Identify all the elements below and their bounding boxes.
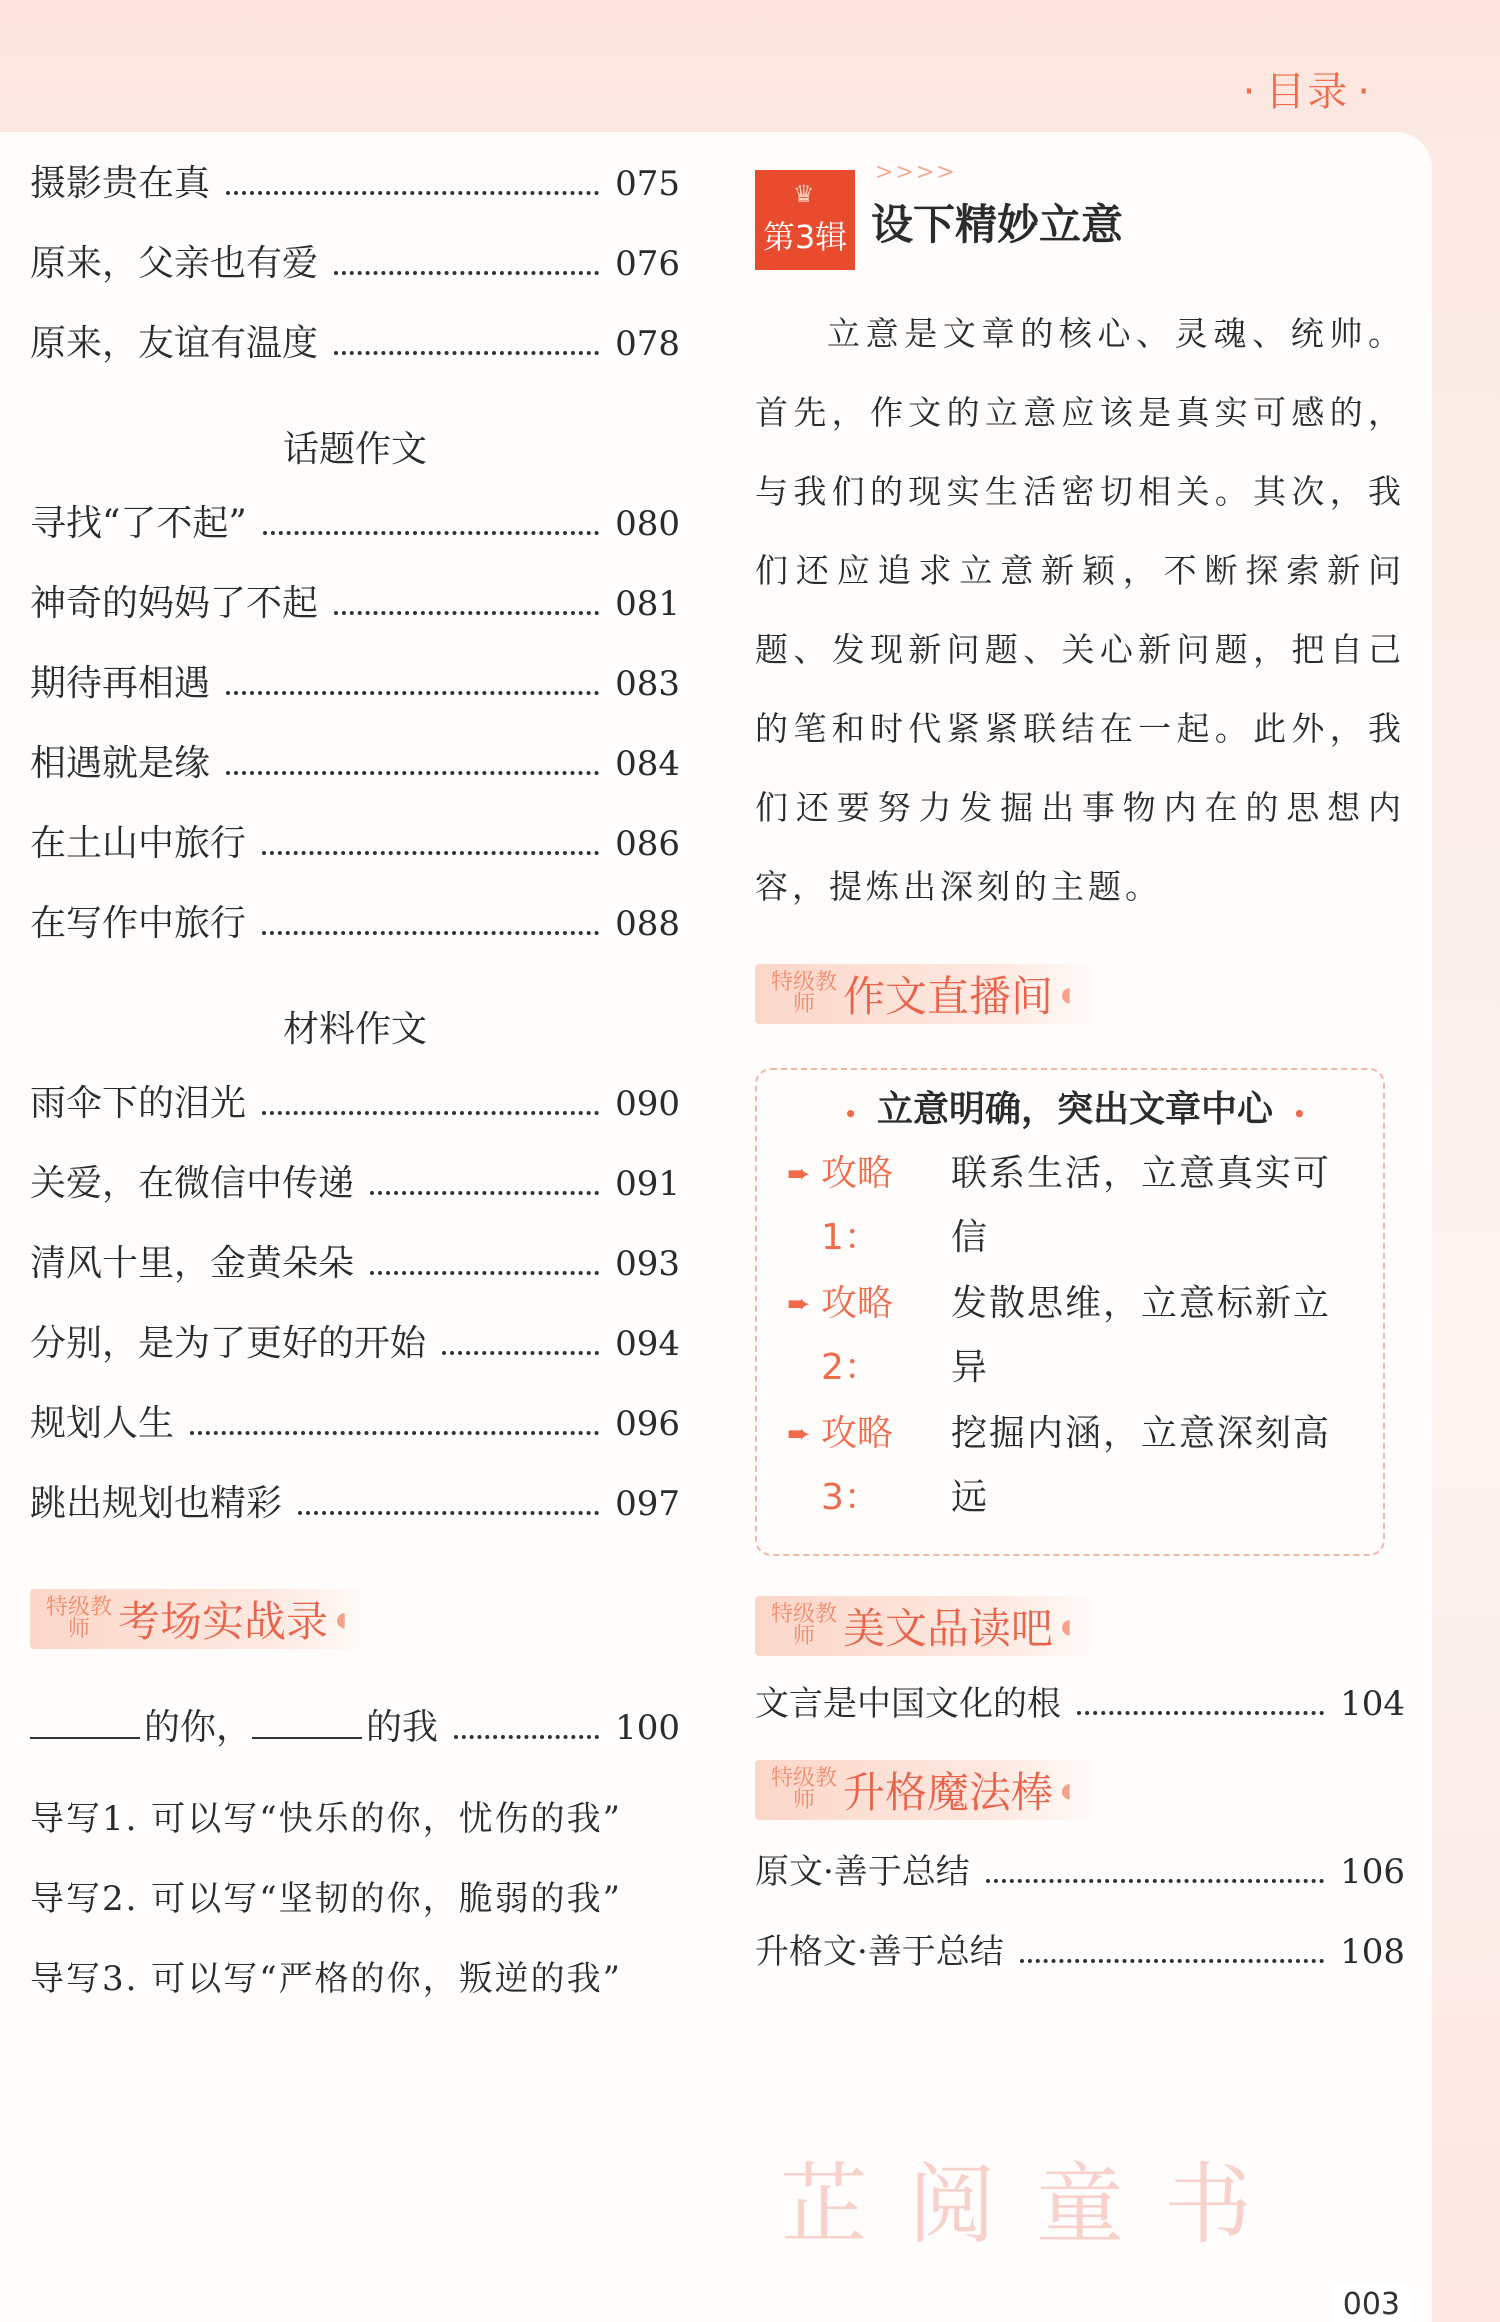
toc-page: 094 bbox=[615, 1324, 680, 1364]
banner-title: 考场实战录 bbox=[118, 1597, 329, 1646]
toc-item[interactable] bbox=[30, 575, 680, 655]
toc-leader bbox=[1077, 1711, 1324, 1715]
strategy-item bbox=[787, 1142, 1363, 1270]
banner-end-icon: ◖ bbox=[336, 1607, 347, 1631]
teacher-badge: 特级教师 bbox=[770, 1766, 837, 1813]
toc-leader bbox=[226, 191, 599, 195]
toc-leader bbox=[370, 1271, 599, 1275]
toc-title: 寻找“了不起” bbox=[30, 503, 247, 544]
toc-page: 081 bbox=[615, 584, 680, 624]
guide-item: 导写1. 可以写“快乐的你，忧伤的我” bbox=[30, 1799, 623, 1839]
strategy-heading-text: 立意明确，突出文章中心 bbox=[876, 1089, 1273, 1130]
toc-page: 088 bbox=[615, 904, 680, 944]
section1-items bbox=[30, 495, 680, 975]
toc-item[interactable] bbox=[30, 495, 680, 575]
toc-page: 091 bbox=[615, 1164, 680, 1204]
toc-title: 跳出规划也精彩 bbox=[30, 1483, 283, 1524]
toc-title: 文言是中国文化的根 bbox=[755, 1684, 1061, 1724]
strategy-text: 发散思维，立意标新立异 bbox=[951, 1283, 1332, 1388]
teacher-badge: 特级教师 bbox=[770, 970, 837, 1017]
exam-part2: 的我 bbox=[366, 1707, 439, 1748]
section-heading-material: 材料作文 bbox=[282, 1009, 427, 1050]
toc-title: 原来，友谊有温度 bbox=[30, 323, 319, 364]
toc-page: 090 bbox=[615, 1084, 680, 1124]
top-items bbox=[30, 155, 680, 395]
chapter-tag bbox=[755, 170, 855, 270]
toc-page: 100 bbox=[615, 1708, 680, 1748]
upgrade-banner bbox=[755, 1760, 1102, 1820]
section-heading-topic: 话题作文 bbox=[282, 429, 427, 470]
arrows-icon: >>>> bbox=[875, 160, 957, 185]
toc-page: 083 bbox=[615, 664, 680, 704]
toc-page: 076 bbox=[615, 244, 680, 284]
right-column bbox=[755, 160, 1405, 2004]
chapter-intro: 立意是文章的核心、灵魂、统帅。首先，作文的立意应该是真实可感的，与我们的现实生活密切相关。其次，我们还应追求立意新颖，不断探索新问题、发现新问题、关心新问题，把自己的笔和时代紧紧联结在一起。此外，我们还要努力发掘出事物内在的思想内容，提炼出深刻的主题。 bbox=[755, 314, 1405, 906]
exam-part1: 的你， bbox=[144, 1707, 253, 1748]
toc-page: 096 bbox=[615, 1404, 680, 1444]
strategy-label: 攻略3： bbox=[821, 1413, 894, 1518]
chapter-title: 设下精妙立意 bbox=[871, 200, 1124, 249]
crown-icon: ♛ bbox=[793, 180, 815, 208]
toc-item[interactable] bbox=[30, 1395, 680, 1475]
toc-title: 在土山中旅行 bbox=[30, 823, 247, 864]
toc-page: 097 bbox=[615, 1484, 680, 1524]
teacher-badge: 特级教师 bbox=[770, 1602, 837, 1649]
toc-item[interactable] bbox=[755, 1844, 1405, 1924]
toc-leader bbox=[370, 1191, 599, 1195]
toc-page: 104 bbox=[1340, 1684, 1405, 1724]
toc-item[interactable] bbox=[30, 895, 680, 975]
toc-leader bbox=[334, 271, 599, 275]
toc-item[interactable] bbox=[30, 315, 680, 395]
toc-page: 075 bbox=[615, 164, 680, 204]
toc-leader bbox=[226, 691, 599, 695]
banner-end-icon: ◖ bbox=[1061, 982, 1072, 1006]
toc-page: 080 bbox=[615, 504, 680, 544]
guide-item: 导写2. 可以写“坚韧的你，脆弱的我” bbox=[30, 1879, 623, 1919]
toc-page: 108 bbox=[1340, 1932, 1405, 1972]
toc-title: 在写作中旅行 bbox=[30, 903, 247, 944]
banner-title: 升格魔法棒 bbox=[843, 1768, 1054, 1817]
header-tag: · 目录 · bbox=[1242, 69, 1372, 115]
left-column bbox=[30, 155, 680, 2019]
strategy-heading: • 立意明确，突出文章中心 • bbox=[844, 1089, 1306, 1130]
guide-item: 导写3. 可以写“严格的你，叛逆的我” bbox=[30, 1959, 623, 1999]
strategy-text: 联系生活，立意真实可信 bbox=[951, 1153, 1332, 1258]
page-number: 003 bbox=[1333, 2283, 1410, 2322]
toc-leader bbox=[454, 1735, 599, 1739]
strategy-item bbox=[787, 1402, 1363, 1530]
toc-leader bbox=[334, 611, 599, 615]
banner-end-icon: ◖ bbox=[1061, 1614, 1072, 1638]
header-tag-text: 目录 bbox=[1265, 69, 1350, 115]
toc-title: 期待再相遇 bbox=[30, 663, 211, 704]
toc-leader bbox=[298, 1511, 599, 1515]
banner-end-icon: ◖ bbox=[1061, 1778, 1072, 1802]
arrow-right-icon: ➨ bbox=[787, 1417, 811, 1450]
toc-title: 关爱，在微信中传递 bbox=[30, 1163, 355, 1204]
toc-item[interactable] bbox=[30, 1075, 680, 1155]
toc-leader bbox=[226, 771, 599, 775]
exam-banner bbox=[30, 1589, 377, 1649]
toc-leader bbox=[442, 1351, 599, 1355]
toc-title: 升格文·善于总结 bbox=[755, 1932, 1004, 1972]
toc-item[interactable] bbox=[30, 1155, 680, 1235]
arrow-right-icon: ➨ bbox=[787, 1287, 811, 1320]
toc-title: 清风十里，金黄朵朵 bbox=[30, 1243, 355, 1284]
toc-leader bbox=[1020, 1959, 1324, 1963]
toc-title: 分别，是为了更好的开始 bbox=[30, 1323, 427, 1364]
toc-leader bbox=[986, 1879, 1324, 1883]
toc-item[interactable] bbox=[30, 735, 680, 815]
toc-item[interactable] bbox=[30, 1235, 680, 1315]
strategy-item bbox=[787, 1272, 1363, 1400]
toc-leader bbox=[334, 351, 599, 355]
live-banner bbox=[755, 964, 1102, 1024]
strategy-label: 攻略2： bbox=[821, 1283, 894, 1388]
toc-page: 086 bbox=[615, 824, 680, 864]
toc-item[interactable] bbox=[30, 815, 680, 895]
toc-title: 原文·善于总结 bbox=[755, 1852, 970, 1892]
toc-leader bbox=[190, 1431, 599, 1435]
arrow-right-icon: ➨ bbox=[787, 1157, 811, 1190]
toc-item[interactable] bbox=[30, 1475, 680, 1555]
strategy-text: 挖掘内涵，立意深刻高远 bbox=[951, 1413, 1332, 1518]
banner-title: 美文品读吧 bbox=[843, 1604, 1054, 1653]
toc-title: 雨伞下的泪光 bbox=[30, 1083, 247, 1124]
section2-items bbox=[30, 1075, 680, 1555]
toc-title: 神奇的妈妈了不起 bbox=[30, 583, 319, 624]
toc-item[interactable] bbox=[30, 1699, 680, 1779]
toc-item[interactable] bbox=[30, 655, 680, 735]
toc-page: 078 bbox=[615, 324, 680, 364]
toc-item[interactable] bbox=[755, 1676, 1405, 1756]
chapter-tag-text: 第3辑 bbox=[762, 218, 848, 256]
toc-leader bbox=[262, 931, 599, 935]
toc-page: 093 bbox=[615, 1244, 680, 1284]
strategy-box bbox=[755, 1068, 1385, 1556]
chapter-header bbox=[755, 160, 1405, 270]
toc-page: 084 bbox=[615, 744, 680, 784]
toc-item[interactable] bbox=[30, 155, 680, 235]
exam-banner-wrap bbox=[30, 1589, 680, 1699]
strategy-label: 攻略1： bbox=[821, 1153, 894, 1258]
toc-item[interactable] bbox=[30, 235, 680, 315]
banner-title: 作文直播间 bbox=[843, 972, 1054, 1021]
toc-title: 原来，父亲也有爱 bbox=[30, 243, 319, 284]
toc-leader bbox=[262, 1111, 599, 1115]
toc-title: 摄影贵在真 bbox=[30, 163, 211, 204]
toc-leader bbox=[262, 851, 599, 855]
toc-leader bbox=[263, 531, 599, 535]
blank-line bbox=[252, 1709, 362, 1739]
watermark: 芷阅童书 bbox=[780, 2153, 1293, 2256]
toc-page: 106 bbox=[1340, 1852, 1405, 1892]
teacher-badge: 特级教师 bbox=[45, 1595, 112, 1642]
toc-title: 规划人生 bbox=[30, 1403, 175, 1444]
read-banner bbox=[755, 1596, 1102, 1656]
blank-line bbox=[30, 1709, 140, 1739]
toc-item[interactable] bbox=[755, 1924, 1405, 2004]
toc-title: 相遇就是缘 bbox=[30, 743, 211, 784]
toc-item[interactable] bbox=[30, 1315, 680, 1395]
